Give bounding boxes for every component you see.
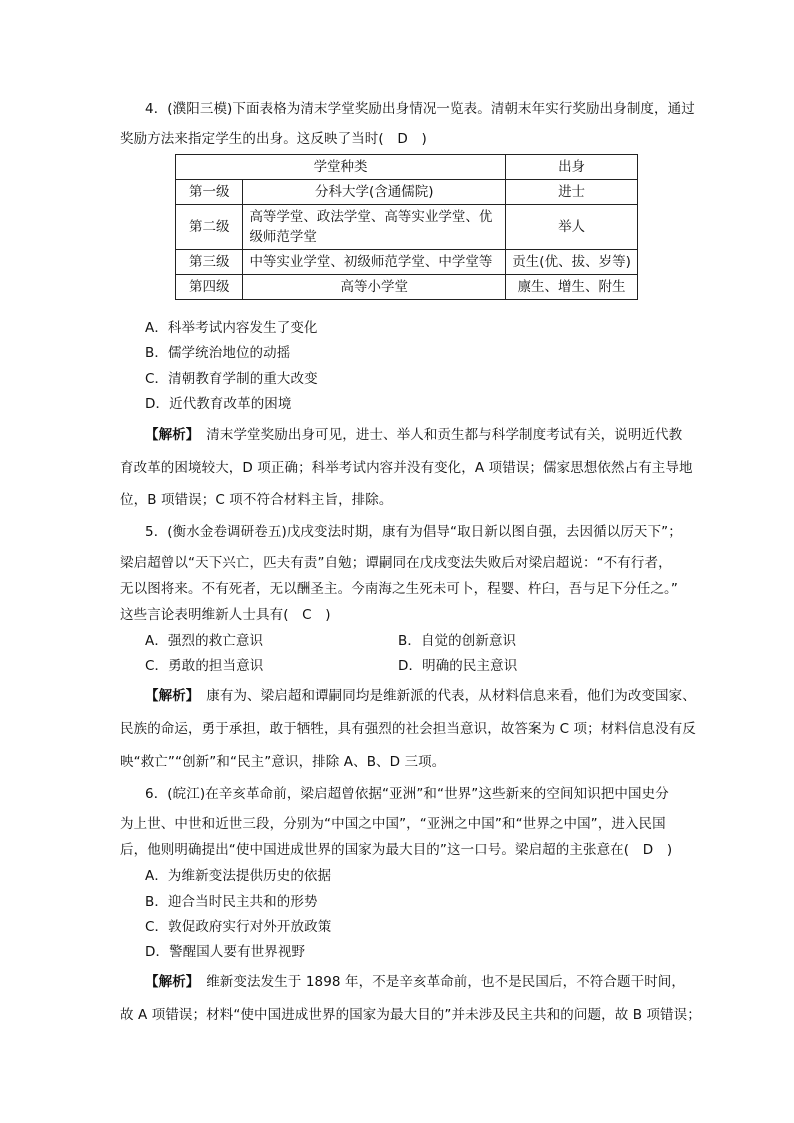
q6-stem-line3: 后，他则明确提出“使中国进成世界的国家为最大目的”这一口号。梁启超的主张意在( D ) bbox=[120, 842, 673, 858]
table-cell-schools: 高等小学堂 bbox=[243, 275, 506, 300]
q5-analysis-line3: 映“救亡”“创新”和“民主”意识，排除 A、B、D 三项。 bbox=[120, 754, 446, 770]
q6-option-c: C．敦促政府实行对外开放政策 bbox=[145, 919, 332, 935]
analysis-label: 【解析】 bbox=[145, 688, 193, 704]
table-cell-schools-line2: 级师范学堂 bbox=[249, 229, 317, 245]
table-cell-schools bbox=[243, 205, 506, 250]
analysis-label: 【解析】 bbox=[145, 974, 193, 990]
q6-option-b: B．迎合当时民主共和的形势 bbox=[145, 894, 318, 910]
q5-option-c: C．勇敢的担当意识 bbox=[145, 658, 264, 674]
table-row bbox=[176, 180, 638, 205]
table-cell-level: 第二级 bbox=[176, 205, 243, 250]
q5-analysis-line1 bbox=[145, 686, 696, 706]
q4-analysis-line3: 位，B 项错误；C 项不符合材料主旨，排除。 bbox=[120, 492, 393, 508]
analysis-text: 康有为、梁启超和谭嗣同均是维新派的代表，从材料信息来看，他们为改变国家、 bbox=[192, 688, 696, 704]
table-cell-origin: 进士 bbox=[506, 180, 638, 205]
q4-option-a: A．科举考试内容发生了变化 bbox=[145, 320, 318, 336]
table-cell-origin: 廪生、增生、附生 bbox=[506, 275, 638, 300]
q4-stem-line2: 奖励方法来指定学生的出身。这反映了当时( D ) bbox=[120, 131, 427, 147]
table-cell-origin: 贡生(优、拔、岁等) bbox=[506, 250, 638, 275]
table-cell-schools: 分科大学(含通儒院) bbox=[243, 180, 506, 205]
q4-table bbox=[175, 154, 638, 300]
table-cell-origin: 举人 bbox=[506, 205, 638, 250]
q6-stem-line2: 为上世、中世和近世三段，分别为“中国之中国”，“亚洲之中国”和“世界之中国”，进入民国 bbox=[120, 816, 666, 832]
table-row bbox=[176, 250, 638, 275]
table-cell-level: 第一级 bbox=[176, 180, 243, 205]
table-header-row bbox=[176, 155, 638, 180]
q4-option-b: B．儒学统治地位的动摇 bbox=[145, 345, 291, 361]
table-header-school-type: 学堂种类 bbox=[176, 155, 506, 180]
q6-option-a: A．为维新变法提供历史的依据 bbox=[145, 868, 332, 884]
table-cell-level: 第四级 bbox=[176, 275, 243, 300]
q5-option-d: D．明确的民主意识 bbox=[398, 658, 518, 674]
q4-stem-line1: 4．(濮阳三模)下面表格为清末学堂奖励出身情况一览表。清朝末年实行奖励出身制度，通过 bbox=[145, 101, 695, 117]
q4-analysis-line1 bbox=[145, 425, 682, 445]
q4-option-d: D．近代教育改革的困境 bbox=[145, 396, 292, 412]
table-row bbox=[176, 205, 638, 250]
q5-option-b: B．自觉的创新意识 bbox=[398, 633, 517, 649]
q5-analysis-line2: 民族的命运，勇于承担，敢于牺牲，具有强烈的社会担当意识，故答案为 C 项；材料信息没有反 bbox=[120, 721, 696, 737]
analysis-text: 维新变法发生于 1898 年，不是辛亥革命前，也不是民国后，不符合题干时间， bbox=[192, 974, 685, 990]
table-row bbox=[176, 275, 638, 300]
q4-option-c: C．清朝教育学制的重大改变 bbox=[145, 371, 318, 387]
q5-stem-line2: 梁启超曾以“天下兴亡，匹夫有责”自勉；谭嗣同在戊戌变法失败后对梁启超说：“不有行者， bbox=[120, 555, 672, 571]
q5-option-a: A．强烈的救亡意识 bbox=[145, 633, 264, 649]
table-cell-level: 第三级 bbox=[176, 250, 243, 275]
q4-analysis-line2: 育改革的困境较大，D 项正确；科举考试内容并没有变化，A 项错误；儒家思想依然占有主导地 bbox=[120, 460, 693, 476]
table-header-origin: 出身 bbox=[506, 155, 638, 180]
q5-stem-line3: 无以图将来。不有死者，无以酬圣主。今南海之生死未可卜，程婴、杵臼，吾与足下分任之。” bbox=[120, 581, 678, 597]
q5-stem-line4: 这些言论表明维新人士具有( C ) bbox=[120, 607, 331, 623]
analysis-label: 【解析】 bbox=[145, 427, 193, 443]
table-cell-schools: 中等实业学堂、初级师范学堂、中学堂等 bbox=[243, 250, 506, 275]
q6-analysis-line1 bbox=[145, 972, 685, 992]
q5-stem-line1: 5．(衡水金卷调研卷五)戊戌变法时期，康有为倡导“取日新以图自强，去因循以厉天下”； bbox=[145, 524, 682, 540]
q6-option-d: D．警醒国人要有世界视野 bbox=[145, 944, 306, 960]
table-cell-schools-line1: 高等学堂、政法学堂、高等实业学堂、优 bbox=[249, 209, 493, 225]
q6-stem-line1: 6．(皖江)在辛亥革命前，梁启超曾依据“亚洲”和“世界”这些新来的空间知识把中国史分 bbox=[145, 786, 669, 802]
q6-analysis-line2: 故 A 项错误；材料“使中国进成世界的国家为最大目的”并未涉及民主共和的问题，故 B 项错误； bbox=[120, 1007, 701, 1023]
analysis-text: 清末学堂奖励出身可见，进士、举人和贡生都与科学制度考试有关，说明近代教 bbox=[192, 427, 683, 443]
